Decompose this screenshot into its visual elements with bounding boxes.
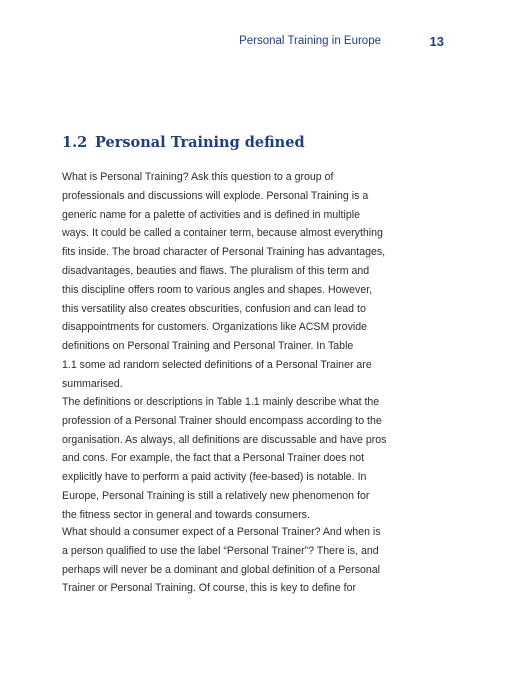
text-line: disadvantages, beauties and flaws. The pluralism of this term and: [62, 264, 370, 277]
running-title: Personal Training in Europe: [239, 35, 381, 47]
paragraph: [62, 523, 452, 598]
text-line: Trainer or Personal Training. Of course, this is key to define for: [62, 582, 357, 595]
text-line: professionals and discussions will explode. Personal Training is a: [62, 189, 369, 202]
text-line: summarised.: [62, 377, 123, 390]
section-title: Personal Training defined: [95, 134, 305, 151]
text-line: fits inside. The broad character of Personal Training has advantages,: [62, 246, 386, 259]
section-heading: [62, 134, 305, 151]
paragraph: [62, 393, 452, 525]
text-line: definitions on Personal Training and Personal Trainer. In Table: [62, 340, 354, 353]
running-header: [0, 34, 506, 52]
text-line: this discipline offers room to various angles and shapes. However,: [62, 283, 373, 296]
text-line: The definitions or descriptions in Table 1.1 mainly describe what the: [62, 396, 380, 408]
text-line: this versatility also creates obscurities, confusion and can lead to: [62, 302, 366, 315]
text-line: What should a consumer expect of a Personal Trainer? And when is: [62, 526, 381, 538]
text-line: profession of a Personal Trainer should encompass according to the: [62, 414, 382, 427]
text-line: explicitly have to perform a paid activity (fee-based) is notable. In: [62, 471, 367, 484]
paragraph: [62, 168, 452, 394]
text-line: ways. It could be called a container term, because almost everything: [62, 227, 383, 240]
page-number: 13: [429, 34, 444, 49]
text-line: Europe, Personal Training is still a relatively new phenomenon for: [62, 489, 370, 502]
text-line: 1.1 some ad random selected definitions of a Personal Trainer are: [62, 358, 372, 371]
text-line: organisation. As always, all definitions are discussable and have pros: [62, 433, 387, 446]
text-line: disappointments for customers. Organizations like ACSM provide: [62, 321, 367, 334]
text-line: the fitness sector in general and towards consumers.: [62, 508, 310, 521]
text-line: What is Personal Training? Ask this question to a group of: [62, 171, 334, 183]
text-line: a person qualified to use the label “Personal Trainer”? There is, and: [62, 544, 379, 557]
text-line: generic name for a palette of activities and is defined in multiple: [62, 208, 360, 221]
text-line: and cons. For example, the fact that a Personal Trainer does not: [62, 452, 365, 465]
text-line: perhaps will never be a dominant and global definition of a Personal: [62, 563, 381, 576]
section-number: 1.2: [62, 134, 88, 151]
